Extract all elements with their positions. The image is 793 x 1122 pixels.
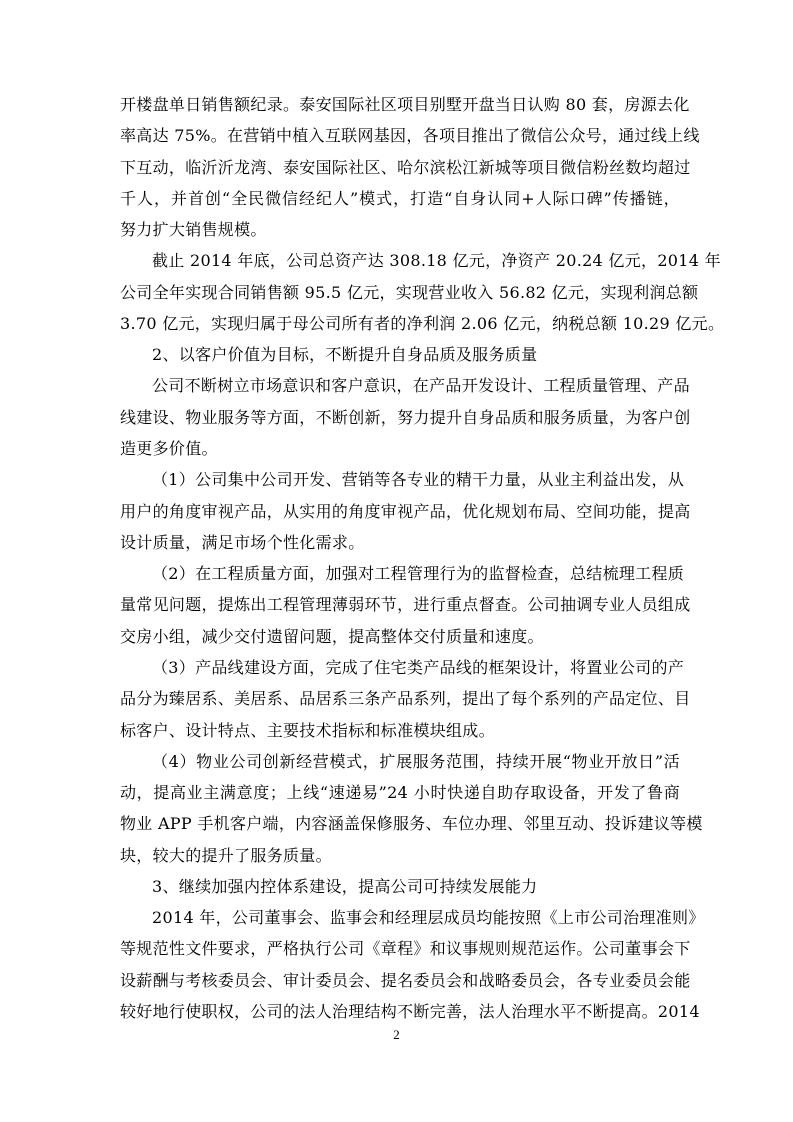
text-line: （3）产品线建设方面，完成了住宅类产品线的框架设计，将置业公司的产	[152, 657, 685, 677]
text-line: 块，较大的提升了服务质量。	[120, 845, 332, 865]
text-line: 标客户、设计特点、主要技术指标和标准模块组成。	[120, 720, 495, 740]
text-line: 品分为臻居系、美居系、品居系三条产品系列，提出了每个系列的产品定位、目	[120, 689, 691, 709]
text-line: 等规范性文件要求，严格执行公司《章程》和议事规则规范运作。公司董事会下	[120, 939, 691, 959]
text-line: 截止 2014 年底，公司总资产达 308.18 亿元，净资产 20.24 亿元，2014 年	[152, 251, 721, 271]
text-line: 公司不断树立市场意识和客户意识，在产品开发设计、工程质量管理、产品	[152, 376, 690, 396]
text-line: 交房小组，减少交付遗留问题，提高整体交付质量和速度。	[120, 626, 544, 646]
text-line: （1）公司集中公司开发、营销等各专业的精干力量，从业主利益出发，从	[152, 470, 685, 490]
section-heading: 3、继续加强内控体系建设，提高公司可持续发展能力	[152, 876, 538, 896]
text-line: （4）物业公司创新经营模式，扩展服务范围，持续开展“物业开放日”活	[152, 751, 680, 771]
page-number: 2	[393, 1027, 400, 1042]
text-line: 努力扩大销售规模。	[120, 220, 267, 240]
text-line: 设计质量，满足市场个性化需求。	[120, 532, 365, 552]
text-line: 造更多价值。	[120, 439, 218, 459]
text-line: 量常见问题，提炼出工程管理薄弱环节，进行重点督查。公司抽调专业人员组成	[120, 595, 691, 615]
text-line: 物业 APP 手机客户端，内容涵盖保修服务、车位办理、邻里互动、投诉建议等模	[120, 814, 703, 834]
text-line: 设薪酬与考核委员会、审计委员会、提名委员会和战略委员会，各专业委员会能	[120, 970, 691, 990]
text-line: 较好地行使职权，公司的法人治理结构不断完善，法人治理水平不断提高。2014	[120, 1002, 700, 1021]
text-line: 2014 年，公司董事会、监事会和经理层成员均能按照《上市公司治理准则》	[152, 908, 705, 928]
text-line: 开楼盘单日销售额纪录。泰安国际社区项目别墅开盘当日认购 80 套，房源去化	[120, 95, 690, 114]
text-line: 3.70 亿元，实现归属于母公司所有者的净利润 2.06 亿元，纳税总额 10.29 亿元。	[120, 313, 725, 333]
text-line: （2）在工程质量方面，加强对工程管理行为的监督检查，总结梳理工程质	[152, 564, 685, 584]
text-line: 公司全年实现合同销售额 95.5 亿元，实现营业收入 56.82 亿元，实现利润总额	[120, 282, 699, 302]
text-line: 率高达 75%。在营销中植入互联网基因，各项目推出了微信公众号，通过线上线	[120, 126, 700, 146]
text-line: 动，提高业主满意度；上线“速递易”24 小时快递自助存取设备，开发了鲁商	[120, 783, 680, 803]
text-line: 线建设、物业服务等方面，不断创新，努力提升自身品质和服务质量，为客户创	[120, 407, 691, 427]
text-line: 下互动，临沂沂龙湾、泰安国际社区、哈尔滨松江新城等项目微信粉丝数均超过	[120, 157, 691, 177]
section-heading: 2、以客户价值为目标，不断提升自身品质及服务质量	[152, 345, 538, 365]
text-line: 千人，并首创“全民微信经纪人”模式，打造“自身认同+人际口碑”传播链，	[120, 188, 680, 208]
text-line: 用户的角度审视产品，从实用的角度审视产品，优化规划布局、空间功能，提高	[120, 501, 691, 521]
